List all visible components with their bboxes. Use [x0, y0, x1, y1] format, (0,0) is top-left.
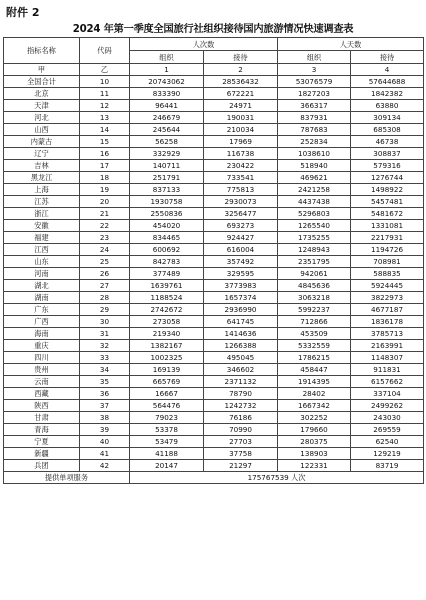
value-cell: 17969: [204, 136, 278, 148]
footer-row: [4, 472, 424, 484]
value-cell: 924427: [204, 232, 278, 244]
value-cell: 273058: [130, 316, 204, 328]
value-cell: 2936990: [204, 304, 278, 316]
value-cell: 641745: [204, 316, 278, 328]
value-cell: 1038610: [278, 148, 351, 160]
value-cell: 942061: [278, 268, 351, 280]
region-name-cell: 黑龙江: [4, 172, 80, 184]
region-name-cell: 吉林: [4, 160, 80, 172]
value-cell: 1842382: [351, 88, 424, 100]
value-cell: 6157662: [351, 376, 424, 388]
table-row: [4, 256, 424, 268]
code-cell: 2: [204, 64, 278, 76]
table-row: [4, 364, 424, 376]
code-cell: 乙: [80, 64, 130, 76]
region-name-cell: 天津: [4, 100, 80, 112]
table-row: [4, 208, 424, 220]
header-days-organized: 组织: [278, 51, 351, 64]
value-cell: 733541: [204, 172, 278, 184]
region-name-cell: 宁夏: [4, 436, 80, 448]
value-cell: 16667: [130, 388, 204, 400]
value-cell: 1639761: [130, 280, 204, 292]
value-cell: 308837: [351, 148, 424, 160]
row-code-cell: 34: [80, 364, 130, 376]
region-name-cell: 福建: [4, 232, 80, 244]
value-cell: 834465: [130, 232, 204, 244]
value-cell: 57644688: [351, 76, 424, 88]
row-code-cell: 24: [80, 244, 130, 256]
value-cell: 1667342: [278, 400, 351, 412]
value-cell: 588835: [351, 268, 424, 280]
value-cell: 20147: [130, 460, 204, 472]
region-name-cell: 浙江: [4, 208, 80, 220]
region-name-cell: 海南: [4, 328, 80, 340]
value-cell: 116738: [204, 148, 278, 160]
value-cell: 377489: [130, 268, 204, 280]
row-code-cell: 31: [80, 328, 130, 340]
header-indicator: 指标名称: [4, 38, 80, 64]
region-name-cell: 陕西: [4, 400, 80, 412]
value-cell: 1930758: [130, 196, 204, 208]
value-cell: 458447: [278, 364, 351, 376]
value-cell: 1331081: [351, 220, 424, 232]
region-name-cell: 重庆: [4, 340, 80, 352]
value-cell: 28536432: [204, 76, 278, 88]
value-cell: 24971: [204, 100, 278, 112]
value-cell: 600692: [130, 244, 204, 256]
value-cell: 1657374: [204, 292, 278, 304]
region-name-cell: 湖北: [4, 280, 80, 292]
header-code: 代码: [80, 38, 130, 64]
value-cell: 28402: [278, 388, 351, 400]
value-cell: 1148307: [351, 352, 424, 364]
row-code-cell: 28: [80, 292, 130, 304]
value-cell: 122331: [278, 460, 351, 472]
value-cell: 210034: [204, 124, 278, 136]
row-code-cell: 33: [80, 352, 130, 364]
region-name-cell: 辽宁: [4, 148, 80, 160]
row-code-cell: 20: [80, 196, 130, 208]
value-cell: 1786215: [278, 352, 351, 364]
value-cell: 70990: [204, 424, 278, 436]
table-row: [4, 352, 424, 364]
region-name-cell: 新疆: [4, 448, 80, 460]
value-cell: 495045: [204, 352, 278, 364]
value-cell: 366317: [278, 100, 351, 112]
value-cell: 665769: [130, 376, 204, 388]
value-cell: 1498922: [351, 184, 424, 196]
table-row: [4, 196, 424, 208]
table-row: [4, 88, 424, 100]
table-row: [4, 112, 424, 124]
region-name-cell: 江西: [4, 244, 80, 256]
region-name-cell: 湖南: [4, 292, 80, 304]
value-cell: 138903: [278, 448, 351, 460]
code-cell: 4: [351, 64, 424, 76]
value-cell: 518940: [278, 160, 351, 172]
header-days-received: 接待: [351, 51, 424, 64]
row-code-cell: 18: [80, 172, 130, 184]
value-cell: 911831: [351, 364, 424, 376]
table-row: [4, 436, 424, 448]
code-cell: 3: [278, 64, 351, 76]
code-cell: 甲: [4, 64, 80, 76]
region-name-cell: 内蒙古: [4, 136, 80, 148]
table-row: [4, 328, 424, 340]
value-cell: 1002325: [130, 352, 204, 364]
region-name-cell: 青海: [4, 424, 80, 436]
code-row: [4, 64, 424, 76]
value-cell: 62540: [351, 436, 424, 448]
value-cell: 190031: [204, 112, 278, 124]
value-cell: 712866: [278, 316, 351, 328]
value-cell: 63880: [351, 100, 424, 112]
table-row: [4, 160, 424, 172]
value-cell: 5924445: [351, 280, 424, 292]
row-code-cell: 29: [80, 304, 130, 316]
region-name-cell: 兵团: [4, 460, 80, 472]
value-cell: 5296803: [278, 208, 351, 220]
value-cell: 708981: [351, 256, 424, 268]
region-name-cell: 甘肃: [4, 412, 80, 424]
region-name-cell: 广东: [4, 304, 80, 316]
value-cell: 693273: [204, 220, 278, 232]
value-cell: 332929: [130, 148, 204, 160]
table-row: [4, 316, 424, 328]
value-cell: 96441: [130, 100, 204, 112]
table-row: [4, 400, 424, 412]
value-cell: 3785713: [351, 328, 424, 340]
row-code-cell: 22: [80, 220, 130, 232]
value-cell: 302252: [278, 412, 351, 424]
row-code-cell: 36: [80, 388, 130, 400]
value-cell: 4437438: [278, 196, 351, 208]
value-cell: 53076579: [278, 76, 351, 88]
footer-label: 提供单项服务: [4, 472, 130, 484]
value-cell: 5481672: [351, 208, 424, 220]
value-cell: 616004: [204, 244, 278, 256]
table-row: [4, 100, 424, 112]
region-name-cell: 广西: [4, 316, 80, 328]
value-cell: 1827203: [278, 88, 351, 100]
value-cell: 3063218: [278, 292, 351, 304]
region-name-cell: 全国合计: [4, 76, 80, 88]
row-code-cell: 38: [80, 412, 130, 424]
row-code-cell: 40: [80, 436, 130, 448]
row-code-cell: 42: [80, 460, 130, 472]
value-cell: 1735255: [278, 232, 351, 244]
value-cell: 78790: [204, 388, 278, 400]
value-cell: 2421258: [278, 184, 351, 196]
value-cell: 2550836: [130, 208, 204, 220]
row-code-cell: 15: [80, 136, 130, 148]
value-cell: 579316: [351, 160, 424, 172]
header-group-trips: 人次数: [130, 38, 278, 51]
value-cell: 1836178: [351, 316, 424, 328]
value-cell: 564476: [130, 400, 204, 412]
survey-table: [3, 37, 424, 484]
value-cell: 252834: [278, 136, 351, 148]
value-cell: 3773983: [204, 280, 278, 292]
value-cell: 140711: [130, 160, 204, 172]
region-name-cell: 河南: [4, 268, 80, 280]
value-cell: 357492: [204, 256, 278, 268]
value-cell: 1242732: [204, 400, 278, 412]
value-cell: 83719: [351, 460, 424, 472]
header-row-1: [4, 38, 424, 51]
table-row: [4, 388, 424, 400]
value-cell: 1382167: [130, 340, 204, 352]
value-cell: 179660: [278, 424, 351, 436]
value-cell: 5457481: [351, 196, 424, 208]
row-code-cell: 25: [80, 256, 130, 268]
row-code-cell: 12: [80, 100, 130, 112]
table-row: [4, 268, 424, 280]
table-row: [4, 424, 424, 436]
table-title: 2024 年第一季度全国旅行社组织接待国内旅游情况快速调查表: [72, 24, 354, 35]
header-trips-organized: 组织: [130, 51, 204, 64]
value-cell: 454020: [130, 220, 204, 232]
footer-value: 175767539 人次: [130, 472, 424, 484]
value-cell: 46738: [351, 136, 424, 148]
value-cell: 169139: [130, 364, 204, 376]
row-code-cell: 27: [80, 280, 130, 292]
row-code-cell: 11: [80, 88, 130, 100]
table-row: [4, 124, 424, 136]
table-row: [4, 412, 424, 424]
value-cell: 27703: [204, 436, 278, 448]
value-cell: 1266388: [204, 340, 278, 352]
row-code-cell: 19: [80, 184, 130, 196]
value-cell: 79023: [130, 412, 204, 424]
value-cell: 1194726: [351, 244, 424, 256]
row-code-cell: 23: [80, 232, 130, 244]
value-cell: 842783: [130, 256, 204, 268]
value-cell: 453509: [278, 328, 351, 340]
value-cell: 129219: [351, 448, 424, 460]
value-cell: 2930073: [204, 196, 278, 208]
value-cell: 685308: [351, 124, 424, 136]
table-row: [4, 76, 424, 88]
region-name-cell: 江苏: [4, 196, 80, 208]
value-cell: 219340: [130, 328, 204, 340]
region-name-cell: 上海: [4, 184, 80, 196]
row-code-cell: 41: [80, 448, 130, 460]
code-cell: 1: [130, 64, 204, 76]
region-name-cell: 山东: [4, 256, 80, 268]
region-name-cell: 四川: [4, 352, 80, 364]
value-cell: 787683: [278, 124, 351, 136]
table-row: [4, 376, 424, 388]
table-row: [4, 304, 424, 316]
table-row: [4, 232, 424, 244]
region-name-cell: 山西: [4, 124, 80, 136]
region-name-cell: 西藏: [4, 388, 80, 400]
value-cell: 1188524: [130, 292, 204, 304]
value-cell: 2742672: [130, 304, 204, 316]
region-name-cell: 北京: [4, 88, 80, 100]
row-code-cell: 30: [80, 316, 130, 328]
value-cell: 837133: [130, 184, 204, 196]
value-cell: 3256477: [204, 208, 278, 220]
value-cell: 53479: [130, 436, 204, 448]
region-name-cell: 贵州: [4, 364, 80, 376]
value-cell: 469621: [278, 172, 351, 184]
value-cell: 56258: [130, 136, 204, 148]
row-code-cell: 32: [80, 340, 130, 352]
value-cell: 672221: [204, 88, 278, 100]
value-cell: 775813: [204, 184, 278, 196]
table-row: [4, 292, 424, 304]
table-row: [4, 340, 424, 352]
value-cell: 53378: [130, 424, 204, 436]
value-cell: 4845636: [278, 280, 351, 292]
region-name-cell: 安徽: [4, 220, 80, 232]
value-cell: 76186: [204, 412, 278, 424]
row-code-cell: 17: [80, 160, 130, 172]
table-row: [4, 460, 424, 472]
value-cell: 1414636: [204, 328, 278, 340]
row-code-cell: 37: [80, 400, 130, 412]
value-cell: 1265540: [278, 220, 351, 232]
value-cell: 1248943: [278, 244, 351, 256]
value-cell: 2371132: [204, 376, 278, 388]
table-row: [4, 184, 424, 196]
table-row: [4, 244, 424, 256]
value-cell: 1276744: [351, 172, 424, 184]
value-cell: 246679: [130, 112, 204, 124]
table-row: [4, 172, 424, 184]
value-cell: 329595: [204, 268, 278, 280]
value-cell: 2351795: [278, 256, 351, 268]
table-row: [4, 220, 424, 232]
row-code-cell: 14: [80, 124, 130, 136]
value-cell: 280375: [278, 436, 351, 448]
header-trips-received: 接待: [204, 51, 278, 64]
value-cell: 337104: [351, 388, 424, 400]
row-code-cell: 16: [80, 148, 130, 160]
row-code-cell: 35: [80, 376, 130, 388]
value-cell: 230422: [204, 160, 278, 172]
row-code-cell: 10: [80, 76, 130, 88]
value-cell: 41188: [130, 448, 204, 460]
value-cell: 20743062: [130, 76, 204, 88]
value-cell: 2217931: [351, 232, 424, 244]
region-name-cell: 河北: [4, 112, 80, 124]
value-cell: 2163991: [351, 340, 424, 352]
value-cell: 243030: [351, 412, 424, 424]
attachment-label: 附件 2: [6, 6, 40, 19]
value-cell: 21297: [204, 460, 278, 472]
value-cell: 309134: [351, 112, 424, 124]
row-code-cell: 26: [80, 268, 130, 280]
value-cell: 269559: [351, 424, 424, 436]
row-code-cell: 21: [80, 208, 130, 220]
value-cell: 346602: [204, 364, 278, 376]
table-row: [4, 448, 424, 460]
value-cell: 5992237: [278, 304, 351, 316]
value-cell: 3822973: [351, 292, 424, 304]
table-row: [4, 136, 424, 148]
table-row: [4, 148, 424, 160]
value-cell: 2499262: [351, 400, 424, 412]
value-cell: 37758: [204, 448, 278, 460]
value-cell: 833390: [130, 88, 204, 100]
region-name-cell: 云南: [4, 376, 80, 388]
row-code-cell: 13: [80, 112, 130, 124]
value-cell: 1914395: [278, 376, 351, 388]
value-cell: 245644: [130, 124, 204, 136]
header-group-days: 人天数: [278, 38, 424, 51]
value-cell: 837931: [278, 112, 351, 124]
value-cell: 4677187: [351, 304, 424, 316]
row-code-cell: 39: [80, 424, 130, 436]
value-cell: 5332559: [278, 340, 351, 352]
table-row: [4, 280, 424, 292]
value-cell: 251791: [130, 172, 204, 184]
